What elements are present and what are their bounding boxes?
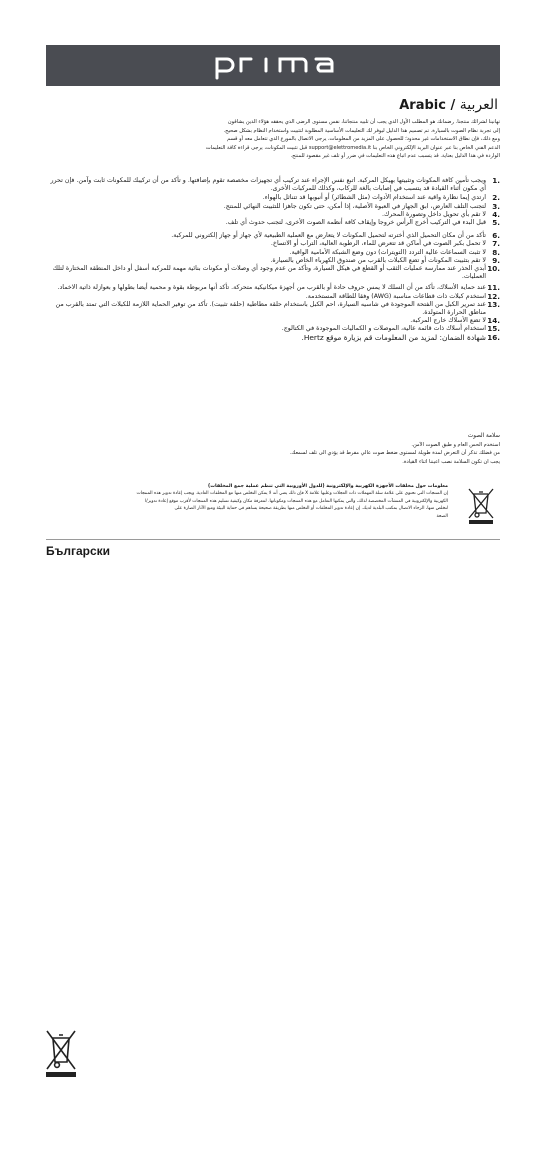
intro-line: الواردة في هذا الدليل بعناية. قد يتسبب عدم اتباع هذه التعليمات في ضرر أو تلف غير مقصود للمنتج. [290,153,500,160]
safety-line: استخدم الحس العام و طبق الصوت الآمن. [411,441,500,448]
weee-notice [46,483,500,533]
weee-title: معلومات حول مخلفات الأجهزة الكهربية والإلكترونية (للدول الأوروبية التي تنظم عملية جمع المخلفات) [208,484,448,489]
item-text: ارتدي إيما نظارة واقية عند استخدام الأدوات (مثل الشطائر) أو أنبوبها قد تتناثل بالهواء. [262,194,486,202]
item-text: لا تحمل بكبر الصوت في أماكن قد تتعرض للماء، الرطوبة العالية، التراب أو الاتساخ. [270,240,486,248]
item-number: .5 [492,218,500,228]
item-number: .2 [492,193,500,203]
item-number: .12 [487,291,500,301]
list-item [46,265,500,281]
weee-line: الصحة [436,513,448,519]
safety-title: سلامة الصوت [467,433,500,439]
list-item [46,301,500,317]
list-item [46,240,500,248]
section-divider [46,539,500,540]
item-number: .4 [492,209,500,219]
intro-line: ومع ذلك، فإن نطاق الاستخدامات غير محدود؛ للحصول على المزيد من المعلومات، يرجى الاتصال بالموزع الذي تتعامل معه أو قسم [227,136,500,143]
item-text: استخدم كبلات ذات قطاعات مناسبة (AWG) وفقا للطاقة المستخدمة. [305,292,486,300]
item-number: .7 [492,239,500,249]
brand-banner [46,45,500,86]
item-text: تأكد من أن مكان التحميل الذي أخترته لتحميل المكونات لا يتعارض مع العملية الطبيعية لأي جهاز أو جهاز إلكتروني للمركبة. [171,232,486,240]
crossed-out-wheelie-bin-icon [44,1026,78,1078]
item-number: .9 [492,255,500,265]
list-item [46,249,500,257]
language-heading [399,97,498,113]
heading-latin: Arabic / [399,98,460,113]
intro-text [46,118,500,161]
list-item [46,219,500,227]
item-number: .15 [487,324,500,334]
safety-line: يجب ان تكون السلامة نصب اعيننا اثناء القيادة. [402,458,500,465]
item-number: .1 [492,176,500,185]
weee-line: إن المنتجات التي تحتوي على علامة سلة المهملات ذات العجلات وعليها علامة X فإن ذلك يعني أنه لا يمكن التخلص منها مع المخلفات العادية. ويجب إعادة تدوير هذه المنتجات [136,491,448,497]
item-number: .16 [487,332,500,342]
item-text: ويجب تأمين كافة المكونات وتثبيتها بهيكل المركبة. اتبع نفس الإجراء عند تركيب أي تجهيزات مخصصة تقوم بإضافتها. و تأكد من أن تركيبك للمكونات ثابت وآمن. فإن تحرر أي مكون أثناء القيادة قد يتسبب في إصابات بالغة للركاب، وكذلك للمركبات الأخرى. [50,177,486,193]
item-number: .11 [487,283,500,293]
intro-line: الدعم الفني الخاص بنا عبر عنوان البريد الإلكتروني الخاص بنا support@elettromedia.it قبل تثبيت المكونات، يرجى قراءة كافة التعليمات [205,144,500,151]
section-title: Български [46,544,111,558]
item-text: قبل البدء في التركيب أخرج الرأس خروجا وإيقاف كافة أنظمة الصوت الأخرى، لتجنب حدوث أي تلف. [225,219,486,227]
list-item [46,284,500,292]
intro-line: تهانينا لشرائك منتجنا. رضمانك هو المطلب الأول الذي يجب أن تلبيه منتجاتنا، نفس مستوى الرضى الذي يحققه هؤلاء الذين يشاقون [227,119,500,125]
item-text: لا تثبت السماعات عالية التردد (التويترات) دون وضع الشبكة الأمامية الواقية. [289,248,486,256]
list-item [46,203,500,211]
safety-line: من فضلك تذكر أن التعرض لمدة طويلة لمستوى ضغط صوت عالي مفرط قد يؤدي الى تلف لسمعك. [289,450,500,457]
list-item [46,334,500,343]
sound-safety-section [46,432,500,466]
crossed-out-wheelie-bin-icon [466,485,496,525]
list-item [46,177,500,193]
item-number: .3 [492,201,500,211]
list-item [46,257,500,265]
item-text: استخدام أسلاك ذات قائمة عالية، الموصلات و الكماليات الموجودة في الكتالوج. [281,325,486,333]
item-text: لتجنب التلف العارض، ابق الجهاز في العبوة الأصلية، إذا أمكن، حتى تكون جاهزا للتثبيت النهائي للمنتج. [223,202,486,210]
heading-arabic: العربية [459,97,498,113]
weee-line: لتخلص منها، الرجاء الاتصال بمكتب البلدية لديك. إن إعادة تدوير المخلفات أو التخلص منها بطريقة صحيحة يساهم في حماية البيئة ومنع الآثار الضارة على [174,506,448,512]
item-text: شهادة الضمان: لمزيد من المعلومات قم بزيارة موقع Hertz. [301,332,486,342]
list-item [46,211,500,219]
item-number: .6 [492,231,500,241]
item-text: لا تقم بأي تحويل داخل وتصورة المحرك. [381,210,486,218]
item-number: .8 [492,247,500,257]
prima-logo [46,45,500,86]
weee-text [46,483,448,520]
item-text: عند حماية الأسلاك، تأكد من أن السلك لا يمس حروف حادة أو بالقرب من أجهزة ميكانيكية متحركة. تأكد أنها مربوطة بقوة و محمية أيضا بطولها و بعوازلة ذاتية الاخماد. [57,284,486,292]
list-item [46,194,500,202]
item-number: .10 [487,264,500,274]
item-text: لا تقم بتثبيت المكونات أو تضع الكبلات بالقرب من صندوق الكهرباء الخاص بالسيارة. [270,256,486,264]
item-number: .13 [487,299,500,309]
instruction-list [46,177,500,343]
item-text: أبدي الحذر عند ممارسة عمليات الثقب أو القطع في هيكل السيارة، وتأكد من عدم وجود أي وصلات أو مكونات بنائية مهمة للمركبة أسفل أو داخل المنطقة المختارة لتلك العمليات. [52,265,486,281]
item-text: لا تضع الأسلاك خارج المركبة. [410,317,486,325]
weee-line: الكهربية والإلكترونية في المنشآت المخصصة لذلك، والتي يمكنها التعامل مع هذه المنتجات ومكوناتها. لمعرفة مكان وكيفية تسليم هذه المنتجات لأقرب موقع إعادة تدوير/ا [145,498,448,504]
intro-line: إلى تجربة نظام الصوت بالسيارة. تم تصميم هذا الدليل ليوفر لك التعليمات الأساسية المطلوبة لتثبيت واستخدام النظام بشكل صحيح. [223,127,500,134]
list-item [46,293,500,301]
item-number: .14 [487,316,500,326]
item-text: عند تمرير الكبل من الفتحة الموجودة في شاسيه السيارة، احم الكبل باستخدام حلقة مطاطية (حلقة تثبيت). تأكد من توفير الحماية اللازمة للكبلات التي تمتد بالقرب من مناطق الحرارة المتولدة. [55,300,486,317]
